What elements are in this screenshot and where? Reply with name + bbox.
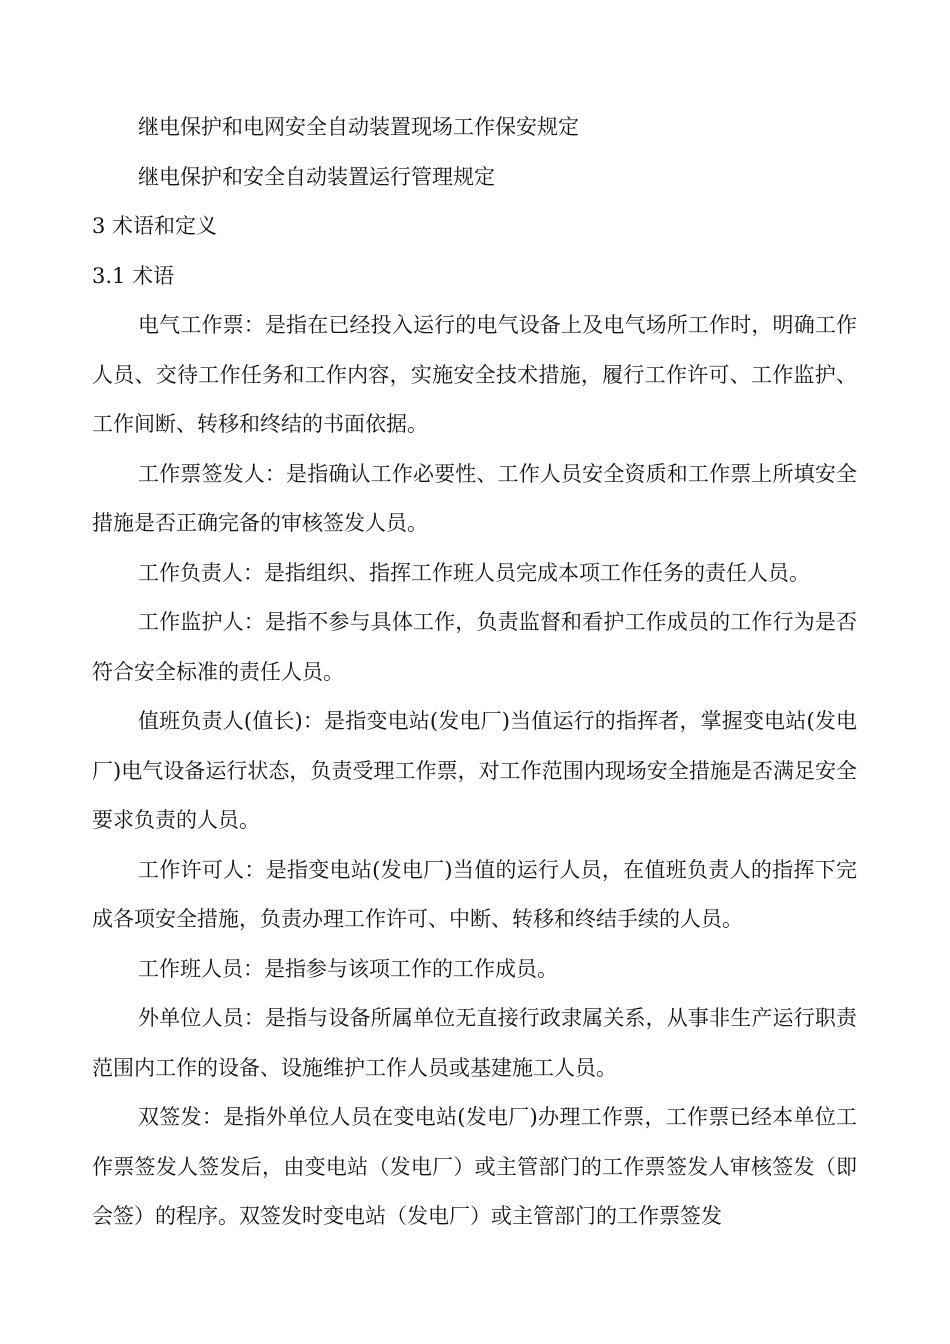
subsection-heading: 3.1 术语 (92, 263, 175, 288)
term-definition: 工作许可人：是指变电站(发电厂)当值的运行人员，在值班负责人的指挥下完成各项安全措施，负责办理工作许可、中断、转移和终结手续的人员。 (92, 857, 857, 931)
term-definition: 工作票签发人：是指确认工作必要性、工作人员安全资质和工作票上所填安全措施是否正确完备的审核签发人员。 (92, 461, 857, 535)
section-heading: 3 术语和定义 (92, 214, 218, 238)
term-definition: 双签发：是指外单位人员在变电站(发电厂)办理工作票，工作票已经本单位工作票签发人签发后，由变电站（发电厂）或主管部门的工作票签发人审核签发（即会签）的程序。双签发时变电站（发电厂）或主管部门的工作票签发 (92, 1105, 857, 1228)
term-definition: 工作班人员：是指参与该项工作的工作成员。 (138, 956, 558, 981)
document-page (92, 103, 857, 1242)
term-definition: 值班负责人(值长)：是指变电站(发电厂)当值运行的指挥者，掌握变电站(发电厂)电气设备运行状态，负责受理工作票，对工作范围内现场安全措施是否满足安全要求负责的人员。 (92, 709, 857, 832)
reference-line: 继电保护和安全自动装置运行管理规定 (138, 164, 495, 189)
term-definition: 工作负责人：是指组织、指挥工作班人员完成本项工作任务的责任人员。 (138, 560, 810, 585)
term-definition: 工作监护人：是指不参与具体工作，负责监督和看护工作成员的工作行为是否符合安全标准的责任人员。 (92, 610, 857, 684)
term-definition: 外单位人员：是指与设备所属单位无直接行政隶属关系，从事非生产运行职责范围内工作的设备、设施维护工作人员或基建施工人员。 (92, 1006, 857, 1080)
term-definition: 电气工作票：是指在已经投入运行的电气设备上及电气场所工作时，明确工作人员、交待工作任务和工作内容，实施安全技术措施，履行工作许可、工作监护、工作间断、转移和终结的书面依据。 (92, 313, 857, 436)
reference-line: 继电保护和电网安全自动装置现场工作保安规定 (138, 115, 579, 139)
